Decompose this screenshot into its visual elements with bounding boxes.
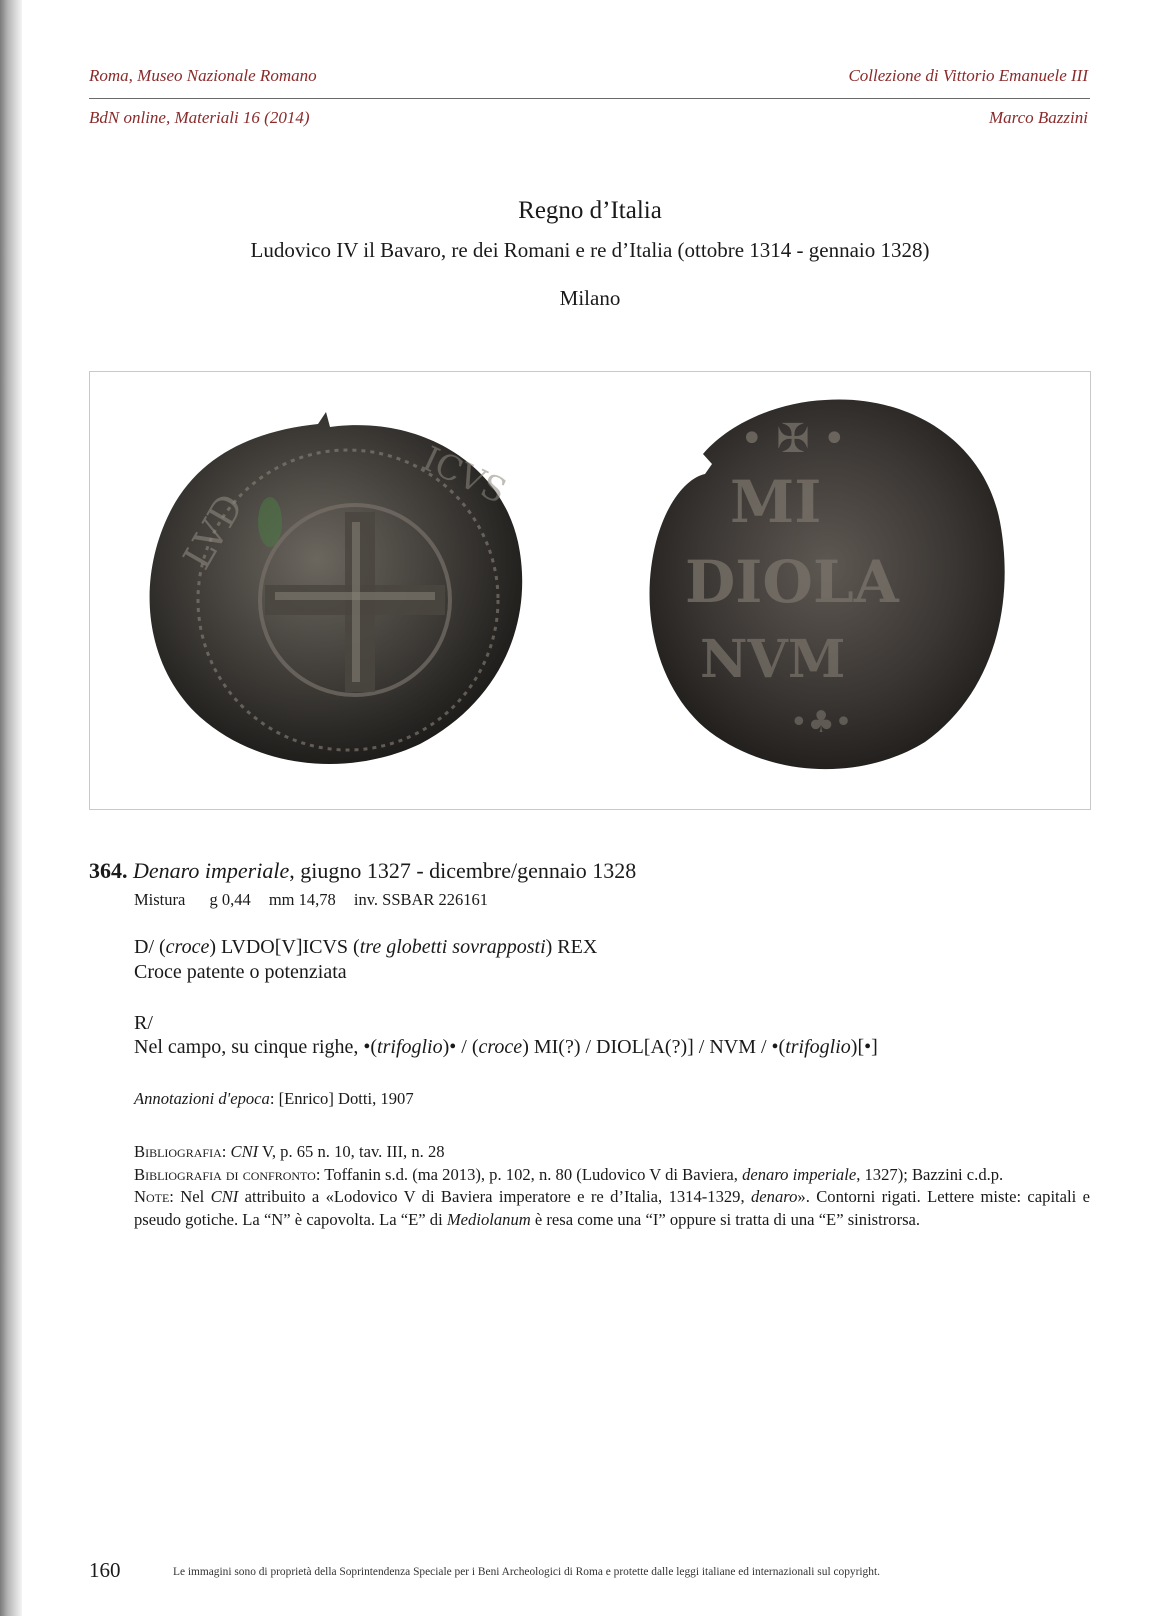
entry-title	[89, 858, 636, 884]
reverse-trifoglio-1: trifoglio	[377, 1036, 443, 1058]
entry-physical-data	[134, 890, 488, 910]
page-number: 160	[89, 1558, 121, 1582]
notes-text-b: attribuito a «Lodovico V di Baviera imperatore e re d’Italia, 1314-1329,	[238, 1187, 751, 1206]
entry-coin-name: Denaro imperiale	[133, 858, 290, 883]
header-collection-location: Roma, Museo Nazionale Romano	[89, 66, 317, 85]
header-publication: BdN online, Materiali 16 (2014)	[89, 108, 310, 127]
reverse-text-c: ) MI(?) / DIOL[A(?)] / NVM / •(	[522, 1036, 786, 1058]
entry-inventory: inv. SSBAR 226161	[353, 890, 489, 909]
comparison-value: Toffanin s.d. (ma 2013), p. 102, n. 80 (Ludovico V di Baviera,	[320, 1164, 743, 1184]
svg-text:DIOLA: DIOLA	[685, 548, 899, 616]
comparison-bibliography	[134, 1164, 1090, 1187]
notes-text-a: Nel	[173, 1187, 211, 1206]
svg-text:ICVS: ICVS	[416, 438, 513, 513]
svg-text:•♣•: •♣•	[790, 705, 853, 740]
reverse-trifoglio-2: trifoglio	[785, 1036, 851, 1058]
coin-photograph	[89, 371, 1091, 810]
reverse-description	[134, 1036, 878, 1059]
bibliography-cni: CNI	[230, 1142, 259, 1161]
obverse-description: Croce patente o potenziata	[134, 961, 347, 983]
svg-text:LVD: LVD	[174, 486, 253, 577]
comparison-end: , 1327); Bazzini c.d.p.	[856, 1164, 1004, 1184]
entry-weight: g 0,44	[209, 890, 251, 909]
bibliography	[134, 1141, 1090, 1164]
svg-text:NVM: NVM	[700, 629, 846, 690]
obverse-croce: croce	[165, 936, 210, 958]
section-title: Regno d’Italia	[518, 197, 662, 224]
bibliography-value: V, p. 65 n. 10, tav. III, n. 28	[258, 1142, 445, 1161]
notes-denaro: denaro	[751, 1187, 798, 1206]
reverse-text-d: )[•]	[850, 1036, 878, 1058]
bibliography-label: Bibliografia:	[134, 1142, 227, 1161]
obverse-globetti: tre globetti sovrapposti	[359, 936, 546, 958]
entry-metal: Mistura	[134, 890, 186, 909]
reverse-text-a: Nel campo, su cinque righe, •(	[134, 1036, 378, 1058]
header-collection-name: Collezione di Vittorio Emanuele III	[848, 66, 1088, 85]
obverse-legend	[134, 936, 597, 959]
coin-reverse	[650, 399, 1005, 769]
reverse-text-b: )• / (	[442, 1036, 479, 1058]
header-rule	[89, 98, 1090, 99]
annotations	[134, 1089, 414, 1109]
entry-number: 364.	[89, 858, 128, 883]
entry-diameter: mm 14,78	[268, 890, 336, 909]
reverse-label: R/	[134, 1012, 153, 1034]
entry-dates: , giugno 1327 - dicembre/gennaio 1328	[289, 858, 637, 883]
reverse-croce: croce	[478, 1036, 523, 1058]
mint-title: Milano	[559, 286, 621, 310]
notes-cni: CNI	[210, 1187, 239, 1206]
obverse-prefix: D/ (	[134, 936, 166, 958]
header-author: Marco Bazzini	[988, 108, 1088, 127]
notes-text-c: ». Contorni rigati. Lettere miste: capitali e pseudo gotiche. La “N” è capovolta. La “E” di	[134, 1187, 1090, 1229]
copyright-note: Le immagini sono di proprietà della Soprintendenza Speciale per i Beni Archeologici di Roma e protette dalle leggi italiane ed internazionali sul copyright.	[173, 1566, 880, 1578]
notes	[134, 1186, 1090, 1231]
obverse-legend-text: ) LVDO[V]ICVS (	[209, 936, 360, 958]
notes-mediolanum: Mediolanum	[446, 1209, 531, 1229]
annotations-label: Annotazioni d'epoca	[134, 1089, 270, 1108]
svg-text:MI: MI	[730, 468, 822, 536]
coin-obverse	[150, 412, 523, 764]
comparison-label: Bibliografia di confronto:	[134, 1164, 321, 1184]
annotations-value: : [Enrico] Dotti, 1907	[269, 1089, 414, 1108]
ruler-subtitle: Ludovico IV il Bavaro, re dei Romani e re d’Italia (ottobre 1314 - gennaio 1328)	[250, 238, 930, 262]
references-block	[134, 1141, 1090, 1231]
svg-text:• ✠ •: • ✠ •	[740, 416, 847, 462]
comparison-italic: denaro imperiale	[742, 1164, 857, 1184]
obverse-suffix: ) REX	[545, 936, 598, 958]
notes-text-d: è resa come una “I” oppure si tratta di una “E” sinistrorsa.	[530, 1209, 921, 1229]
notes-label: Note:	[134, 1187, 174, 1206]
